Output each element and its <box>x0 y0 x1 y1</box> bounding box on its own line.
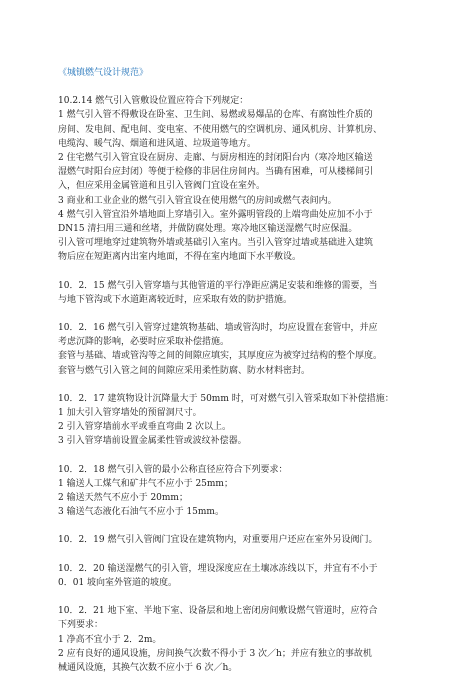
clause-line: 电缆沟、暖气沟、烟道和进风道、垃圾道等地方。 <box>58 138 257 149</box>
clause-line: 考虑沉降的影响，必要时应采取补偿措施。 <box>58 337 230 348</box>
paragraph-gap <box>58 378 405 392</box>
paragraph-gap <box>58 307 405 321</box>
paragraph-gap <box>58 548 405 562</box>
clause-line: 10．2．18 燃气引入管的最小公称直径应符合下列要求： <box>58 464 288 475</box>
clause-line: 1 净高不宜小于 2．2m。 <box>58 634 162 645</box>
clause-line: 1 输送人工煤气和矿井气不应小于 25mm； <box>58 478 233 489</box>
clause-line: 械通风设施，其换气次数不应小于 6 次／h。 <box>58 662 238 673</box>
clause-line: 房间、发电间、配电间、变电室、不使用燃气的空调机房、通风机房、计算机房、 <box>58 124 383 135</box>
clause-line: 套管与燃气引入管之间的间隙应采用柔性防腐、防水材料密封。 <box>58 365 311 376</box>
clause-10-2-20 <box>58 562 405 590</box>
clause-line: 2 引入管穿墙前水平或垂直弯曲 2 次以上。 <box>58 422 232 433</box>
clause-line: 2 应有良好的通风设施，房间换气次数不得小于 3 次／h；并应有独立的事故机 <box>58 648 372 659</box>
clause-line: 3 商业和工业企业的燃气引入管宜设在使用燃气的房间或燃气表间内。 <box>58 195 337 206</box>
clause-line: 入，但应采用金属管道和且引入管阀门宜设在室外。 <box>58 181 266 192</box>
clause-line: 10．2．15 燃气引入管穿墙与其他管道的平行净距应满足安装和维修的需要，当 <box>58 280 378 291</box>
clause-line: 湿燃气时阳台应封闭）等便于检修的非居住房间内。当确有困难，可从楼梯间引 <box>58 167 374 178</box>
clause-line: 2 输送天然气不应小于 20mm； <box>58 493 188 504</box>
clause-line: 10.2.14 燃气引入管敷设位置应符合下列规定： <box>58 96 249 107</box>
clause-line: 2 住宅燃气引入管宜设在厨房、走廊、与厨房相连的封闭阳台内（寒冷地区输送 <box>58 153 373 164</box>
clause-line: 与地下管沟或下水道距离较近时，应采取有效的防护措施。 <box>58 294 293 305</box>
clause-line: 3 输送气态液化石油气不应小于 15mm。 <box>58 507 224 518</box>
clause-line: 10．2．20 输送湿燃气的引入管，埋设深度应在土壤冰冻线以下，并宜有不小于 <box>58 563 378 574</box>
clause-10-2-21 <box>58 604 405 675</box>
clause-list <box>58 94 405 675</box>
clause-line: DN15 清扫用三通和丝堵，并做防腐处理。寒冷地区输送湿燃气时应保温。 <box>58 224 358 235</box>
clause-line: 引入管可埋地穿过建筑物外墙或基础引入室内。当引入管穿过墙或基础进入建筑 <box>58 238 374 249</box>
document-title: 《城镇燃气设计规范》 <box>58 68 149 78</box>
clause-10-2-19 <box>58 533 405 547</box>
clause-line: 3 引入管穿墙前设置金属柔性管或波纹补偿器。 <box>58 436 247 447</box>
clause-10-2-14 <box>58 94 405 264</box>
clause-line: 0．01 坡向室外管道的坡度。 <box>58 577 178 588</box>
clause-line: 4 燃气引入管宜沿外墙地面上穿墙引入。室外露明管段的上端弯曲处应加不小于 <box>58 209 373 220</box>
paragraph-gap <box>58 265 405 279</box>
clause-10-2-17 <box>58 392 405 449</box>
clause-line: 物后应在短距离内出室内地面，不得在室内地面下水平敷设。 <box>58 252 302 263</box>
clause-line: 10．2．17 建筑物设计沉降量大于 50mm 时，可对燃气引入管采取如下补偿措施： <box>58 393 394 404</box>
clause-line: 1 加大引入管穿墙处的预留洞尺寸。 <box>58 408 202 419</box>
clause-line: 1 燃气引入管不得敷设在卧室、卫生间、易燃或易爆品的仓库、有腐蚀性介质的 <box>58 110 373 121</box>
clause-line: 10．2．21 地下室、半地下室、设备层和地上密闭房间敷设燃气管道时，应符合 <box>58 606 378 617</box>
paragraph-gap <box>58 519 405 533</box>
clause-line: 下列要求： <box>58 620 104 631</box>
clause-line: 套管与基础、墙或管沟等之间的间隙应填实，其厚度应为被穿过结构的整个厚度。 <box>58 351 383 362</box>
paragraph-gap <box>58 590 405 604</box>
clause-line: 10．2．16 燃气引入管穿过建筑物基础、墙或管沟时，均应设置在套管中，并应 <box>58 323 378 334</box>
clause-line: 10．2．19 燃气引入管阀门宜设在建筑物内，对重要用户还应在室外另设阀门。 <box>58 535 378 546</box>
clause-10-2-18 <box>58 463 405 520</box>
paragraph-gap <box>58 449 405 463</box>
clause-10-2-16 <box>58 321 405 378</box>
clause-10-2-15 <box>58 279 405 307</box>
